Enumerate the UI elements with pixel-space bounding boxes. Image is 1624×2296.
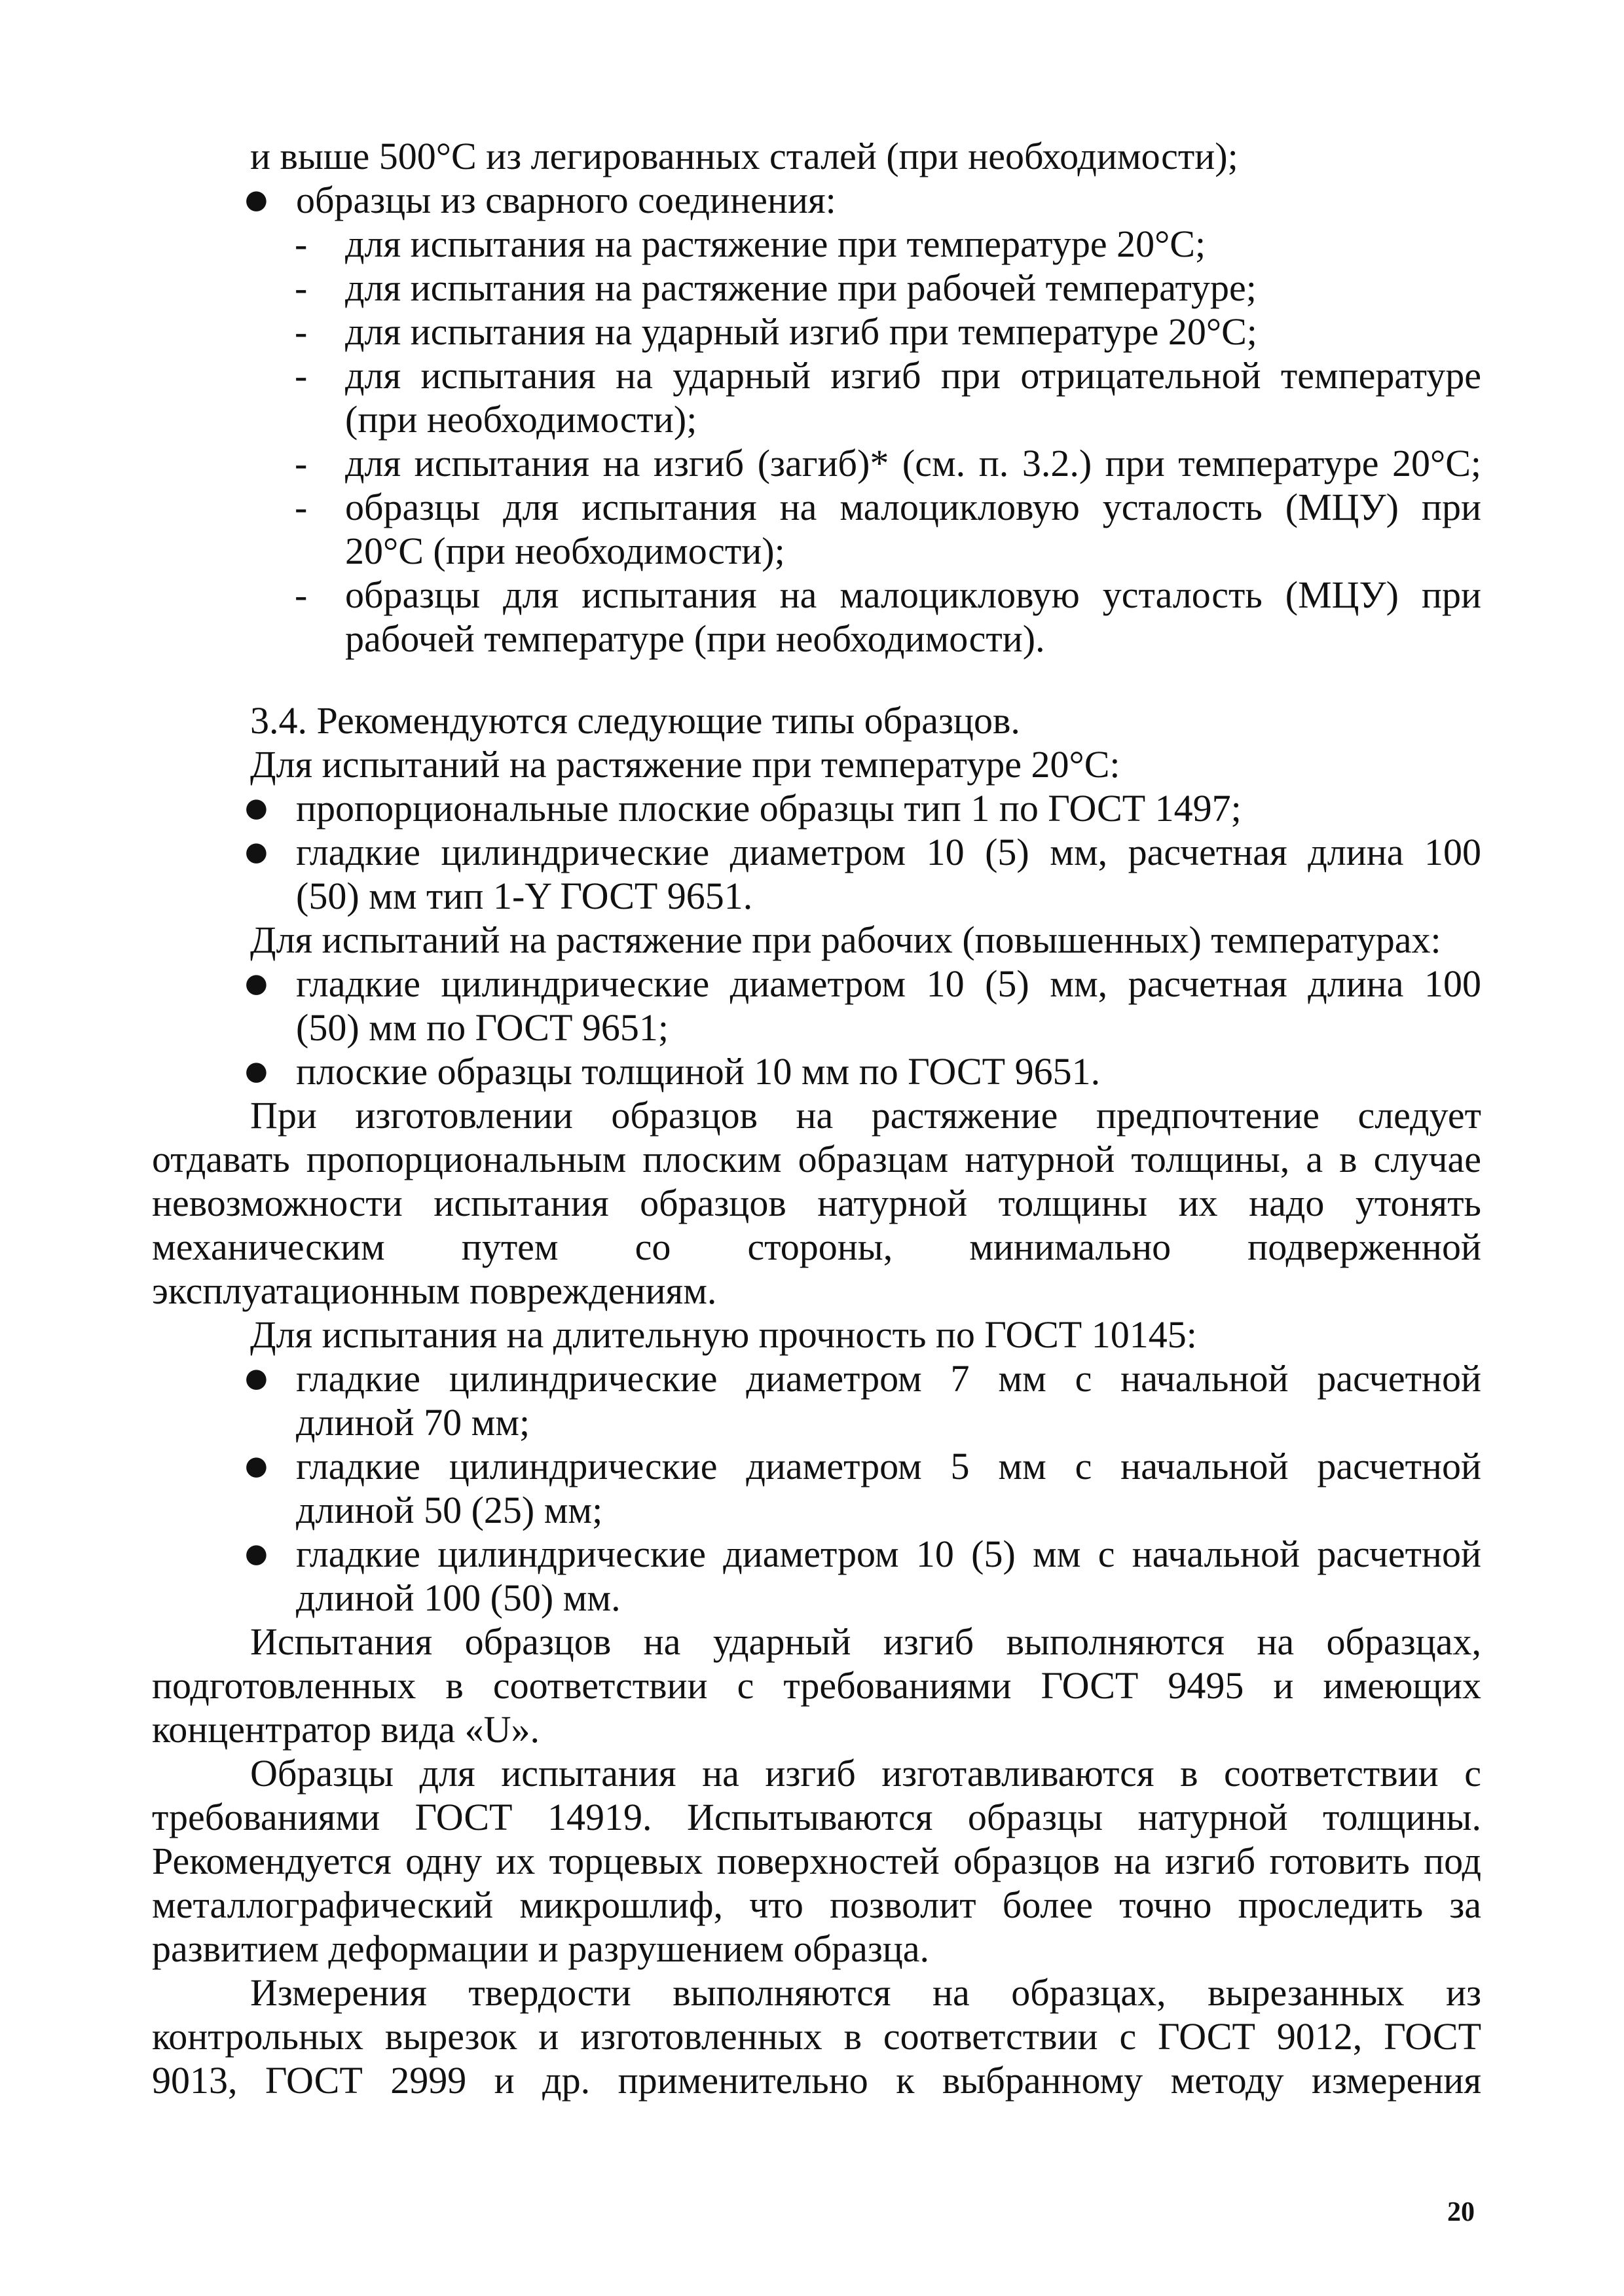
- paragraph-line: концентратор вида «U».: [152, 1708, 540, 1751]
- dash-item: [152, 310, 1481, 354]
- document-page: [152, 134, 1481, 2102]
- paragraph-line: развитием деформации и разрушением образца.: [152, 1927, 930, 1970]
- paragraph-line: Рекомендуется одну их торцевых поверхностей образцов на изгиб готовить под: [152, 1840, 1481, 1882]
- list-item-text: образцы из сварного соединения:: [296, 179, 836, 221]
- dash-item-text: образцы для испытания на малоцикловую усталость (МЦУ) при: [345, 486, 1481, 528]
- tension-hot-intro: Для испытаний на растяжение при рабочих (повышенных) температурах:: [250, 919, 1441, 961]
- dash-item-text: образцы для испытания на малоцикловую усталость (МЦУ) при: [345, 574, 1481, 616]
- dash-item: [152, 485, 1481, 573]
- list-item: [152, 1532, 1481, 1620]
- list-item-text-cont: длиной 50 (25) мм;: [296, 1489, 603, 1531]
- dash-item-text: для испытания на растяжение при рабочей температуре;: [345, 266, 1257, 309]
- dash-item-text: для испытания на растяжение при температуре 20°С;: [345, 223, 1206, 265]
- paragraph-impact: [152, 1620, 1481, 1751]
- list-item: [152, 1444, 1481, 1532]
- dash-icon: -: [295, 486, 308, 528]
- list-item-text: гладкие цилиндрические диаметром 7 мм с начальной расчетной: [296, 1357, 1481, 1400]
- paragraph-bend: [152, 1751, 1481, 1971]
- list-item: [152, 962, 1481, 1049]
- dash-item-text-cont: (при необходимости);: [345, 398, 697, 441]
- paragraph-line: контрольных вырезок и изготовленных в соответствии с ГОСТ 9012, ГОСТ: [152, 2015, 1481, 2058]
- dash-icon: -: [295, 574, 308, 616]
- paragraph-line: отдавать пропорциональным плоским образцам натурной толщины, а в случае: [152, 1138, 1481, 1180]
- dash-item: [152, 441, 1481, 485]
- paragraph-line: эксплуатационным повреждениям.: [152, 1269, 717, 1312]
- dash-icon: -: [295, 310, 308, 353]
- list-item-text: пропорциональные плоские образцы тип 1 по ГОСТ 1497;: [296, 787, 1242, 829]
- bullet-icon: ●: [245, 1451, 268, 1481]
- paragraph-line: При изготовлении образцов на растяжение предпочтение следует: [250, 1094, 1481, 1137]
- paragraph-hardness: [152, 1971, 1481, 2102]
- dash-icon: -: [295, 223, 308, 265]
- dash-list: [152, 222, 1481, 661]
- list-item: [152, 786, 1481, 830]
- paragraph-preference: [152, 1093, 1481, 1313]
- paragraph-line: 9013, ГОСТ 2999 и др. применительно к выбранному методу измерения: [152, 2059, 1481, 2102]
- bullet-icon: ●: [245, 1056, 268, 1086]
- paragraph-line: Испытания образцов на ударный изгиб выполняются на образцах,: [250, 1620, 1481, 1663]
- bullet-icon: ●: [245, 968, 268, 998]
- list-item-text-cont: (50) мм по ГОСТ 9651;: [296, 1006, 669, 1049]
- continuation-line: и выше 500°С из легированных сталей (при необходимости);: [250, 135, 1238, 177]
- dash-item: [152, 573, 1481, 661]
- tension-20-intro: Для испытаний на растяжение при температуре 20°С:: [250, 743, 1120, 786]
- dash-item-text: для испытания на ударный изгиб при температуре 20°С;: [345, 310, 1257, 353]
- dash-item-text-cont: рабочей температуре (при необходимости).: [345, 617, 1045, 660]
- bullet-icon: ●: [245, 1363, 268, 1393]
- section-gap: [152, 661, 1481, 699]
- dash-icon: -: [295, 266, 308, 309]
- creep-intro: Для испытания на длительную прочность по ГОСТ 10145:: [250, 1313, 1197, 1356]
- list-item: [152, 830, 1481, 918]
- paragraph-line: требованиями ГОСТ 14919. Испытываются образцы натурной толщины.: [152, 1796, 1481, 1838]
- paragraph-line: металлографический микрошлиф, что позволит более точно проследить за: [152, 1884, 1481, 1926]
- page-number: 20: [1447, 2197, 1475, 2227]
- section-heading: 3.4. Рекомендуются следующие типы образцов.: [250, 699, 1020, 742]
- bullet-icon: ●: [245, 1539, 268, 1569]
- list-item-text: гладкие цилиндрические диаметром 10 (5) мм, расчетная длина 100: [296, 962, 1481, 1005]
- dash-icon: -: [295, 354, 308, 397]
- dash-item-text: для испытания на изгиб (загиб)* (см. п. 3.2.) при температуре 20°С;: [345, 442, 1481, 484]
- paragraph-line: подготовленных в соответствии с требованиями ГОСТ 9495 и имеющих: [152, 1664, 1481, 1707]
- dash-item: [152, 354, 1481, 441]
- list-item-text: гладкие цилиндрические диаметром 5 мм с начальной расчетной: [296, 1445, 1481, 1487]
- bullet-icon: ●: [245, 185, 268, 215]
- dash-item-text-cont: 20°С (при необходимости);: [345, 530, 785, 572]
- dash-item: [152, 222, 1481, 266]
- paragraph-line: Измерения твердости выполняются на образцах, вырезанных из: [250, 1971, 1481, 2014]
- dash-item-text: для испытания на ударный изгиб при отрицательной температуре: [345, 354, 1481, 397]
- list-item-text: гладкие цилиндрические диаметром 10 (5) мм, расчетная длина 100: [296, 831, 1481, 873]
- paragraph-line: Образцы для испытания на изгиб изготавливаются в соответствии с: [250, 1752, 1481, 1795]
- bullet-icon: ●: [245, 837, 268, 867]
- list-item: [152, 1049, 1481, 1093]
- paragraph-line: невозможности испытания образцов натурной толщины их надо утонять: [152, 1182, 1481, 1224]
- list-item-text-cont: (50) мм тип 1-Y ГОСТ 9651.: [296, 875, 753, 917]
- list-item-text: гладкие цилиндрические диаметром 10 (5) мм с начальной расчетной: [296, 1533, 1481, 1575]
- list-item-text-cont: длиной 100 (50) мм.: [296, 1576, 621, 1619]
- dash-item: [152, 266, 1481, 310]
- list-item-text: плоские образцы толщиной 10 мм по ГОСТ 9651.: [296, 1050, 1101, 1093]
- bullet-icon: ●: [245, 793, 268, 823]
- dash-icon: -: [295, 442, 308, 484]
- list-item-text-cont: длиной 70 мм;: [296, 1401, 530, 1444]
- paragraph-line: механическим путем со стороны, минимально подверженной: [152, 1226, 1481, 1268]
- list-item-weld: [152, 178, 1481, 222]
- list-item: [152, 1357, 1481, 1444]
